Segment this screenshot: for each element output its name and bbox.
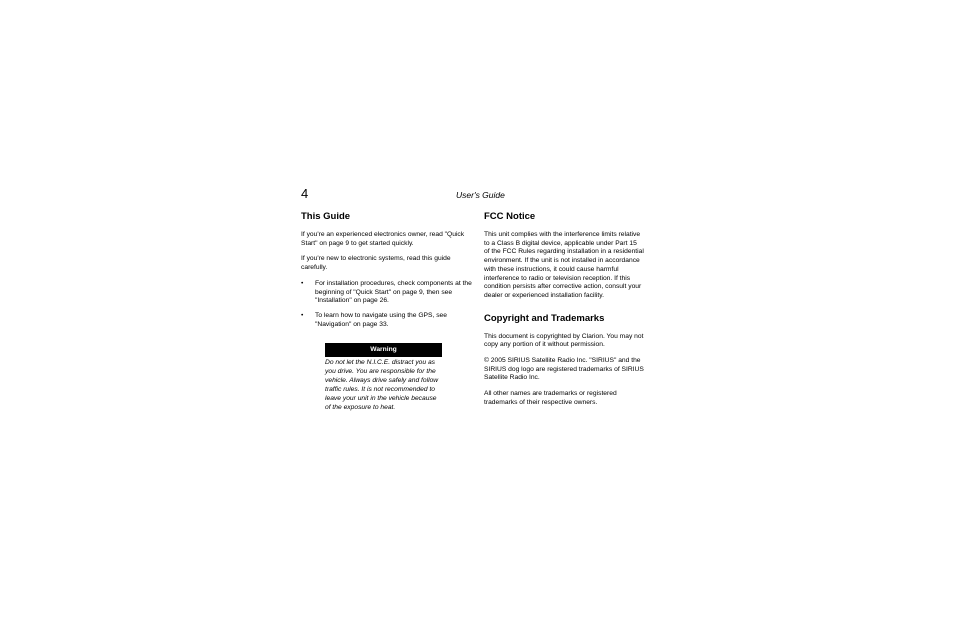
fcc-notice-paragraph: This unit complies with the interference limits relative to a Class B digital device, applicable under Part 15 of the FCC Rules regarding installation in a residential environment. If the unit is not installed in accordance with these instructions, it could cause harmful interference to radio or television reception. If this condition persists after corrective action, consult your dealer or experienced installation facility. [484, 231, 644, 299]
bullet-item [301, 280, 473, 306]
bullet-text: For installation procedures, check components at the beginning of "Quick Start" on page 9, then see "Installation" on page 26. [315, 279, 472, 305]
this-guide-section [301, 211, 473, 329]
this-guide-paragraph: If you're an experienced electronics owner, read "Quick Start" on page 9 to get started quickly. [301, 231, 465, 247]
bullet-text: To learn how to navigate using the GPS, see "Navigation" on page 33. [315, 311, 447, 328]
page-number: 4 [301, 186, 309, 201]
bullet-icon: • [301, 279, 304, 287]
bullet-item [301, 312, 473, 329]
fcc-notice-section [484, 211, 644, 301]
fcc-notice-heading: FCC Notice [484, 211, 536, 222]
running-header: User's Guide [456, 190, 505, 200]
copyright-section [484, 313, 644, 408]
copyright-paragraph: © 2005 SIRIUS Satellite Radio Inc. "SIRIUS" and the SIRIUS dog logo are registered trademarks of SIRIUS Satellite Radio Inc. [484, 357, 644, 382]
copyright-paragraph: All other names are trademarks or registered trademarks of their respective owners. [484, 390, 617, 406]
bullet-icon: • [301, 311, 304, 319]
warning-text: Do not let the N.I.C.E. distract you as you drive. You are responsible for the vehicle. Always drive safely and follow traffic rules. It is not recommended to leave your unit in the vehicle because of the exposure to heat. [325, 359, 439, 411]
this-guide-bullet-list [301, 280, 473, 330]
warning-callout [325, 343, 442, 412]
this-guide-heading: This Guide [301, 211, 351, 222]
warning-label: Warning [325, 343, 442, 357]
left-column [301, 211, 473, 413]
copyright-heading: Copyright and Trademarks [484, 312, 605, 324]
right-column [484, 211, 644, 415]
copyright-paragraph: This document is copyrighted by Clarion. You may not copy any portion of it without permission. [484, 332, 644, 349]
this-guide-paragraph: If you're new to electronic systems, read this guide carefully. [301, 255, 451, 272]
